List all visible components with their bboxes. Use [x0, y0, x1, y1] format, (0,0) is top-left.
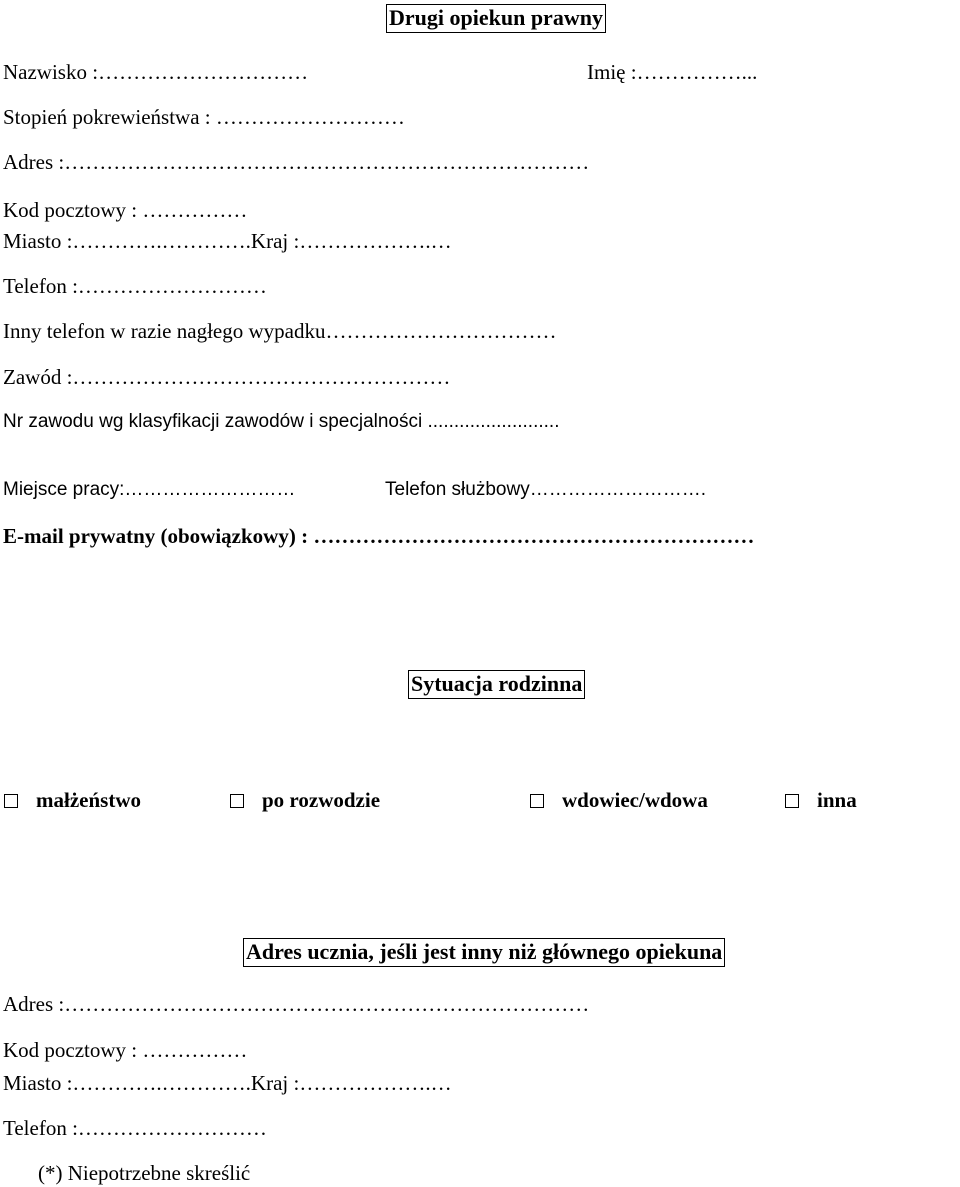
workplace-field[interactable]: Miejsce pracy:……………………… — [3, 479, 296, 500]
footnote: (*) Niepotrzebne skreślić — [38, 1161, 251, 1185]
student-address-field[interactable]: Adres :………………………………………………………………… — [3, 992, 590, 1016]
option-label: inna — [817, 788, 857, 812]
option-widowed[interactable] — [530, 790, 708, 811]
option-other[interactable] — [785, 790, 857, 811]
student-city-country-field[interactable]: Miasto :………….………….Kraj :……………….… — [3, 1071, 452, 1095]
checkbox-icon[interactable] — [785, 794, 799, 808]
first-name-field[interactable]: Imię :……………... — [587, 60, 758, 84]
surname-field[interactable]: Nazwisko :………………………… — [3, 60, 309, 84]
checkbox-icon[interactable] — [230, 794, 244, 808]
section-title-second-guardian: Drugi opiekun prawny — [386, 4, 606, 33]
phone-field[interactable]: Telefon :……………………… — [3, 274, 267, 298]
option-label: po rozwodzie — [262, 788, 381, 812]
checkbox-icon[interactable] — [4, 794, 18, 808]
section-title-family-situation: Sytuacja rodzinna — [408, 670, 585, 699]
section-title-student-address: Adres ucznia, jeśli jest inny niż głównego opiekuna — [243, 938, 725, 967]
occupation-field[interactable]: Zawód :……………………………………………… — [3, 365, 451, 389]
emergency-phone-field[interactable]: Inny telefon w razie nagłego wypadku…………………………… — [3, 319, 557, 343]
option-married[interactable] — [4, 790, 141, 811]
student-postal-code-field[interactable]: Kod pocztowy : …………… — [3, 1038, 248, 1062]
option-divorced[interactable] — [230, 790, 380, 811]
relationship-field[interactable]: Stopień pokrewieństwa : ……………………… — [3, 105, 405, 129]
city-country-field[interactable]: Miasto :………….………….Kraj :……………….… — [3, 229, 452, 253]
student-phone-field[interactable]: Telefon :……………………… — [3, 1116, 267, 1140]
occupation-code-field[interactable]: Nr zawodu wg klasyfikacji zawodów i specjalności ......................... — [3, 411, 560, 432]
postal-code-field[interactable]: Kod pocztowy : …………… — [3, 198, 248, 222]
option-label: wdowiec/wdowa — [562, 788, 708, 812]
private-email-field[interactable]: E-mail prywatny (obowiązkowy) : ……………………………………………………… — [3, 524, 755, 548]
work-phone-field[interactable]: Telefon służbowy………………………. — [385, 479, 706, 500]
address-field[interactable]: Adres :………………………………………………………………… — [3, 150, 590, 174]
checkbox-icon[interactable] — [530, 794, 544, 808]
option-label: małżeństwo — [36, 788, 141, 812]
